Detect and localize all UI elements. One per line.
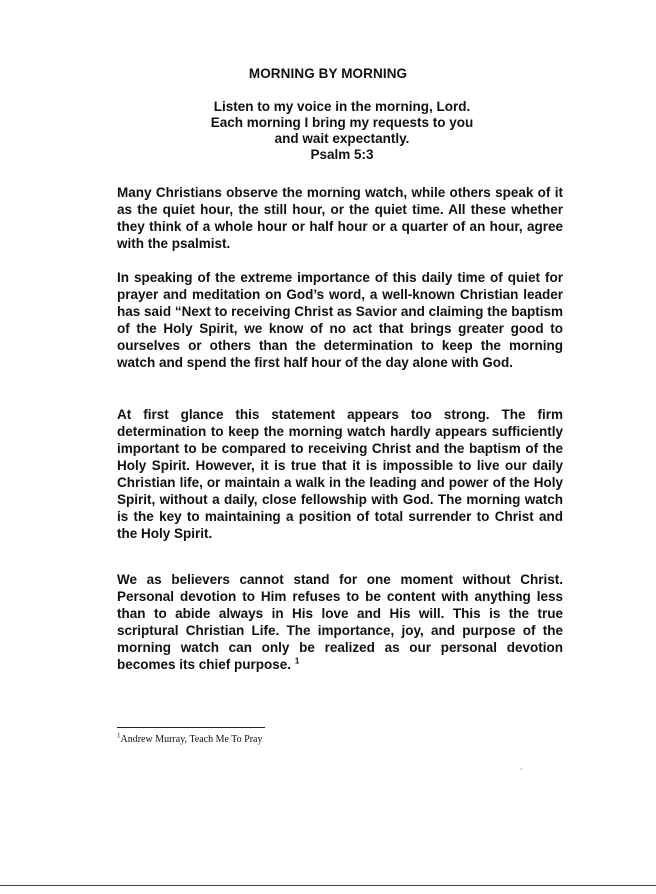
page-title: MORNING BY MORNING (248, 66, 408, 81)
footnote-number: 1 (117, 731, 121, 740)
scan-speck (520, 768, 522, 770)
footnote-divider (117, 727, 265, 728)
epigraph-citation: Psalm 5:3 (310, 147, 374, 162)
body-paragraph-2: In speaking of the extreme importance of this daily time of quiet for prayer and meditation on God’s word, a well-known Christian leader has said “Next to receiving Christ as Savior and claiming the baptism of the Holy Spirit, we know of no act that brings greater good to ourselves or others than the determination to keep the morning watch and spend the first half hour of the day alone with God. (117, 270, 563, 370)
body-paragraph-1: Many Christians observe the morning watch, while others speak of it as the quiet hour, the still hour, or the quiet time. All these whether they think of a whole hour or half hour or a quarter of an hour, agree with the psalmist. (117, 185, 563, 251)
footnote (117, 731, 263, 745)
epigraph (0, 99, 656, 163)
scan-edge-line (0, 885, 656, 886)
footnote-text: Andrew Murray, Teach Me To Pray (120, 734, 263, 745)
epigraph-line: Listen to my voice in the morning, Lord. (213, 99, 471, 114)
footnote-reference: 1 (294, 656, 300, 666)
epigraph-line: and wait expectantly. (274, 131, 410, 146)
body-paragraph-4 (117, 571, 563, 673)
epigraph-line: Each morning I bring my requests to you (210, 115, 474, 130)
body-paragraph-3: At first glance this statement appears too strong. The firm determination to keep the morning watch hardly appears sufficiently important to be compared to receiving Christ and the baptism of the Holy Spirit. However, it is true that it is impossible to live our daily Christian life, or maintain a walk in the leading and power of the Holy Spirit, without a daily, close fellowship with God. The morning watch is the key to maintaining a position of total surrender to Christ and the Holy Spirit. (117, 407, 563, 541)
paragraph-text: We as believers cannot stand for one moment without Christ. Personal devotion to Him refuses to be content with anything less than to abide always in His love and His will. This is the true scriptural Christian Life. The importance, joy, and purpose of the morning watch can only be realized as our personal devotion becomes its chief purpose. (117, 572, 563, 672)
